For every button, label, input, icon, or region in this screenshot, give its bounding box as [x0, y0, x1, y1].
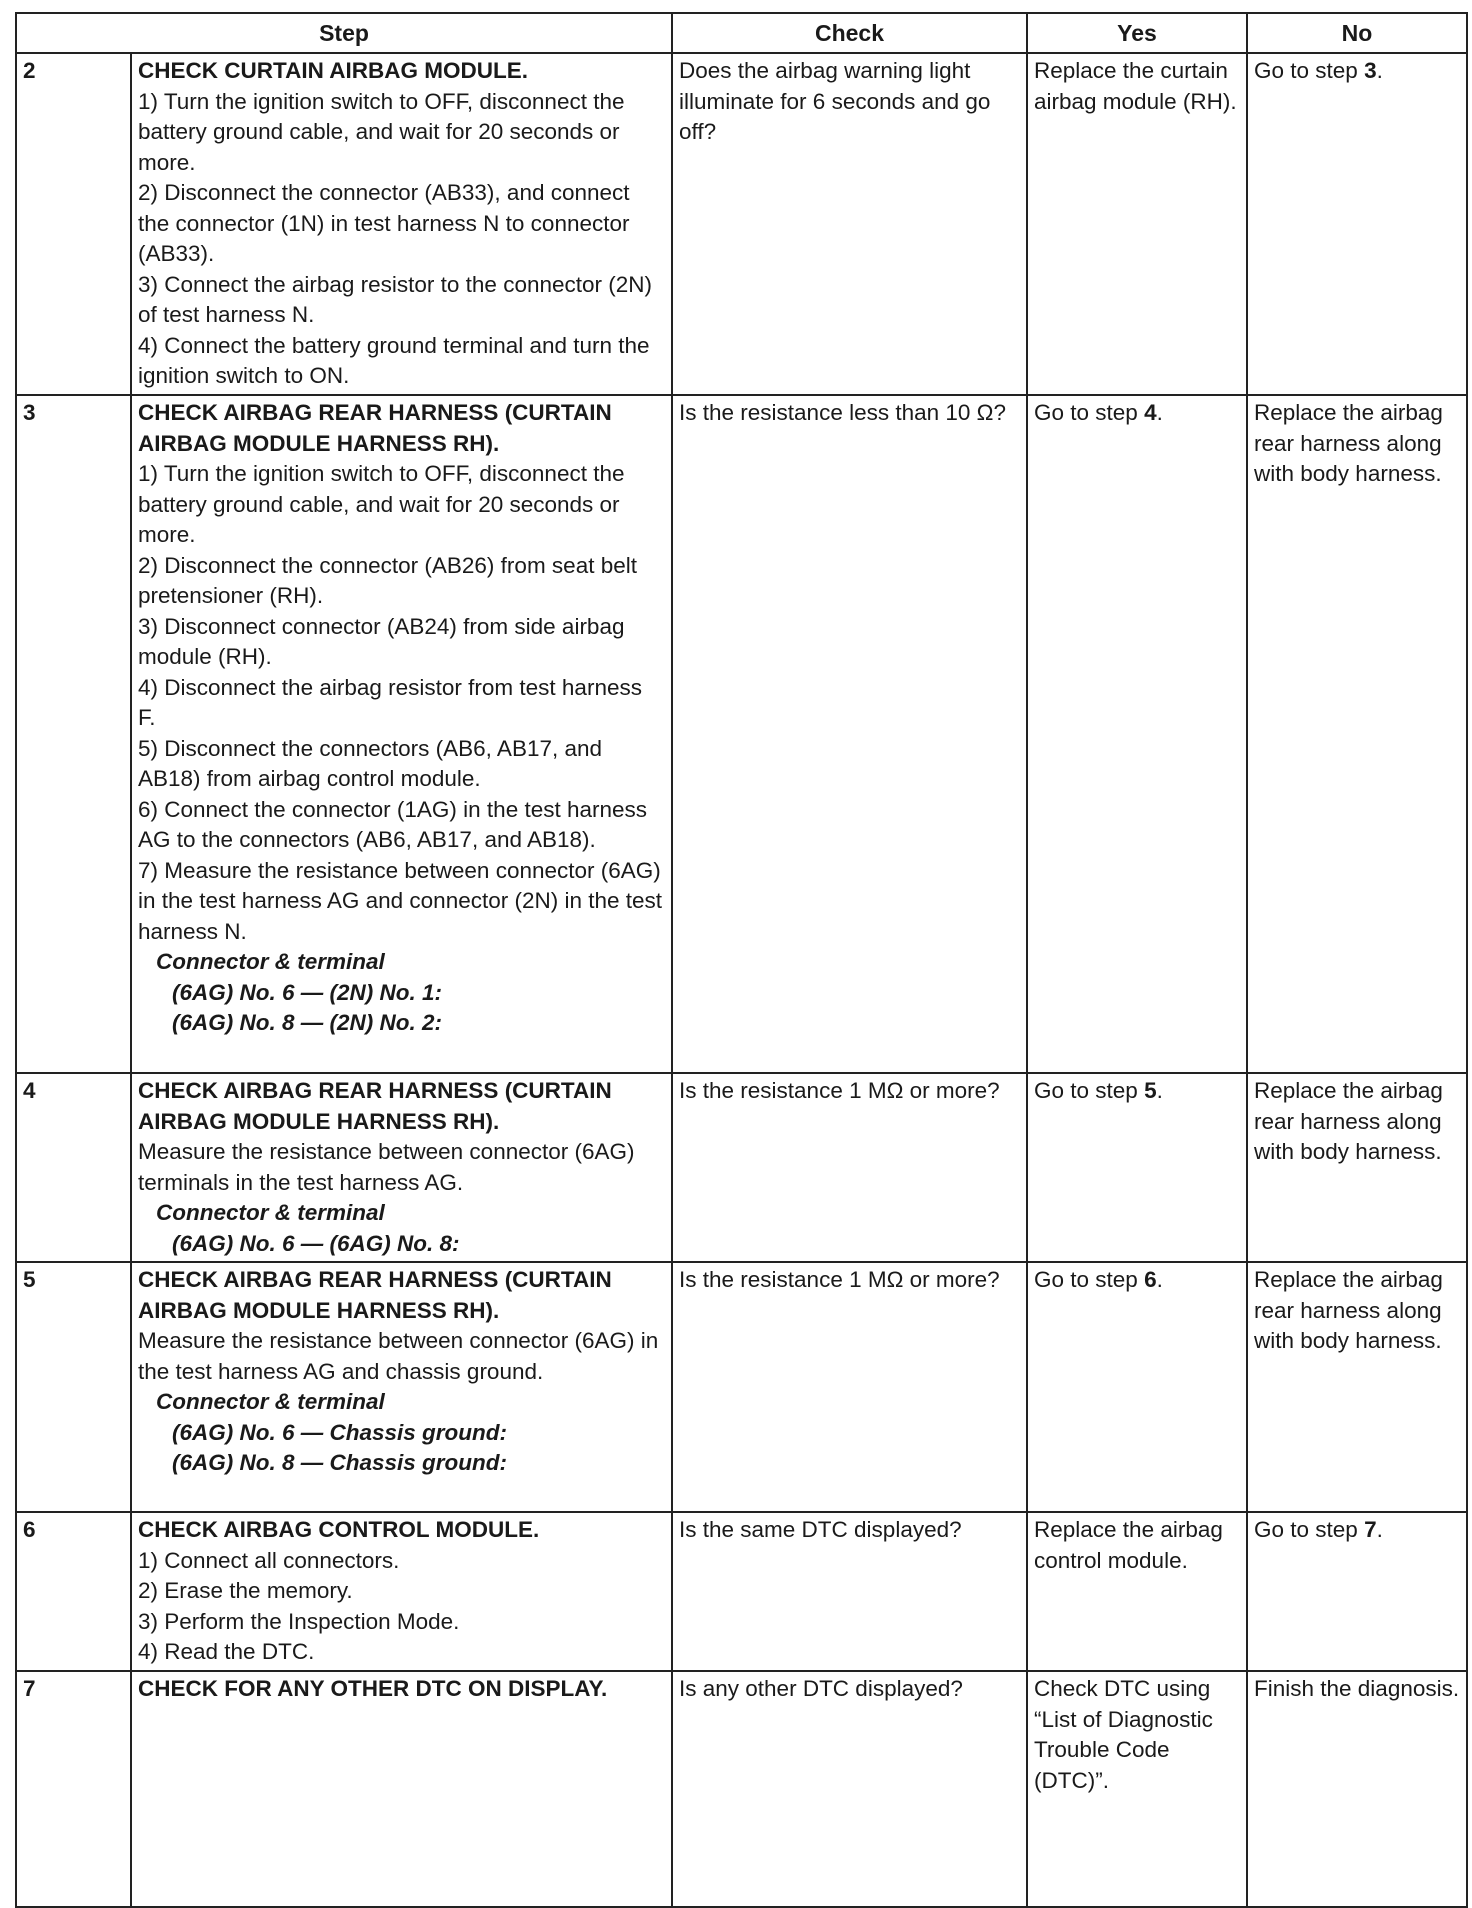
step-instruction: 4) Read the DTC.: [138, 1639, 315, 1664]
header-step: Step: [16, 13, 672, 53]
connector-terminal-item: (6AG) No. 6 — Chassis ground:: [172, 1419, 508, 1445]
yes-cell: [1027, 1073, 1247, 1262]
no-step-ref: 3: [1364, 58, 1377, 83]
no-text: Go to step: [1254, 1517, 1365, 1542]
yes-cell: [1027, 395, 1247, 1073]
no-cell: [1247, 1512, 1467, 1671]
connector-terminal-heading: Connector & terminal: [156, 1200, 385, 1225]
no-suffix: .: [1376, 1517, 1383, 1542]
no-cell: Replace the airbag rear harness along with body harness.: [1247, 1073, 1467, 1262]
step-number: 5: [16, 1262, 131, 1512]
step-description: [131, 395, 672, 1073]
step-title: CHECK FOR ANY OTHER DTC ON DISPLAY.: [138, 1676, 608, 1701]
yes-text: Go to step: [1034, 400, 1145, 425]
no-suffix: .: [1376, 58, 1383, 83]
step-instruction: 4) Connect the battery ground terminal and turn the ignition switch to ON.: [138, 332, 650, 388]
table-row: [16, 1671, 1467, 1907]
table-header-row: [16, 13, 1467, 53]
step-title: CHECK AIRBAG REAR HARNESS (CURTAIN AIRBAG MODULE HARNESS RH).: [138, 1267, 612, 1323]
connector-terminal-heading: Connector & terminal: [156, 1389, 385, 1414]
step-number: 7: [16, 1671, 131, 1907]
yes-text: Go to step: [1034, 1078, 1145, 1103]
step-instruction: 3) Perform the Inspection Mode.: [138, 1608, 460, 1634]
no-step-ref: 7: [1364, 1517, 1377, 1542]
check-cell: Is the resistance less than 10 Ω?: [672, 395, 1027, 1073]
step-description: [131, 1671, 672, 1907]
no-text: Go to step: [1254, 58, 1365, 83]
step-instruction: 1) Turn the ignition switch to OFF, disconnect the battery ground cable, and wait for 20 seconds or more.: [138, 88, 625, 175]
header-yes: Yes: [1027, 13, 1247, 53]
table-row: [16, 1262, 1467, 1512]
check-cell: Is the resistance 1 MΩ or more?: [672, 1073, 1027, 1262]
yes-step-ref: 6: [1144, 1267, 1157, 1292]
header-check: Check: [672, 13, 1027, 53]
table-row: [16, 1073, 1467, 1262]
step-title: CHECK AIRBAG CONTROL MODULE.: [138, 1517, 540, 1542]
step-instruction: Measure the resistance between connector (6AG) terminals in the test harness AG.: [138, 1139, 635, 1195]
step-instruction: 3) Connect the airbag resistor to the connector (2N) of test harness N.: [138, 271, 653, 327]
step-title: CHECK AIRBAG REAR HARNESS (CURTAIN AIRBAG MODULE HARNESS RH).: [138, 400, 612, 456]
step-instruction: 7) Measure the resistance between connector (6AG) in the test harness AG and connector (2N) in the test harness N.: [138, 857, 663, 944]
connector-terminal-item: (6AG) No. 8 — Chassis ground:: [172, 1450, 508, 1475]
yes-suffix: .: [1156, 1267, 1163, 1292]
step-instruction: 2) Erase the memory.: [138, 1578, 353, 1603]
step-instruction: 4) Disconnect the airbag resistor from test harness F.: [138, 674, 642, 730]
step-description: [131, 1262, 672, 1512]
no-cell: Replace the airbag rear harness along with body harness.: [1247, 1262, 1467, 1512]
check-cell: Does the airbag warning light illuminate for 6 seconds and go off?: [672, 53, 1027, 395]
connector-terminal-item: (6AG) No. 6 — (2N) No. 1:: [172, 979, 443, 1005]
yes-step-ref: 4: [1144, 400, 1157, 425]
yes-cell: [1027, 1262, 1247, 1512]
step-title: CHECK AIRBAG REAR HARNESS (CURTAIN AIRBAG MODULE HARNESS RH).: [138, 1078, 612, 1134]
step-number: 2: [16, 53, 131, 395]
connector-terminal-item: (6AG) No. 6 — (6AG) No. 8:: [172, 1230, 460, 1256]
yes-cell: Replace the curtain airbag module (RH).: [1027, 53, 1247, 395]
step-description: [131, 1512, 672, 1671]
yes-text: Go to step: [1034, 1267, 1145, 1292]
step-instruction: 2) Disconnect the connector (AB33), and connect the connector (1N) in test harness N to connector (AB33).: [138, 180, 630, 266]
table-row: [16, 395, 1467, 1073]
step-number: 3: [16, 395, 131, 1073]
diagnostic-procedure-table: [15, 12, 1468, 1908]
check-cell: Is the same DTC displayed?: [672, 1512, 1027, 1671]
yes-cell: Check DTC using “List of Diagnostic Trouble Code (DTC)”.: [1027, 1671, 1247, 1907]
step-instruction: Measure the resistance between connector (6AG) in the test harness AG and chassis ground.: [138, 1328, 659, 1384]
step-instruction: 3) Disconnect connector (AB24) from side airbag module (RH).: [138, 613, 625, 669]
connector-terminal-heading: Connector & terminal: [156, 949, 385, 974]
step-description: [131, 1073, 672, 1262]
header-no: No: [1247, 13, 1467, 53]
connector-terminal-item: (6AG) No. 8 — (2N) No. 2:: [172, 1010, 443, 1035]
no-cell: Replace the airbag rear harness along with body harness.: [1247, 395, 1467, 1073]
table-row: [16, 1512, 1467, 1671]
step-instruction: 1) Connect all connectors.: [138, 1547, 400, 1573]
step-number: 4: [16, 1073, 131, 1262]
check-cell: Is any other DTC displayed?: [672, 1671, 1027, 1907]
step-instruction: 5) Disconnect the connectors (AB6, AB17, and AB18) from airbag control module.: [138, 735, 603, 791]
yes-cell: Replace the airbag control module.: [1027, 1512, 1247, 1671]
yes-suffix: .: [1156, 400, 1163, 425]
table-row: [16, 53, 1467, 395]
step-instruction: 2) Disconnect the connector (AB26) from seat belt pretensioner (RH).: [138, 552, 637, 608]
step-instruction: 6) Connect the connector (1AG) in the test harness AG to the connectors (AB6, AB17, and AB18).: [138, 796, 648, 852]
step-instruction: 1) Turn the ignition switch to OFF, disconnect the battery ground cable, and wait for 20 seconds or more.: [138, 461, 625, 547]
yes-step-ref: 5: [1144, 1078, 1157, 1103]
step-description: [131, 53, 672, 395]
check-cell: Is the resistance 1 MΩ or more?: [672, 1262, 1027, 1512]
yes-suffix: .: [1156, 1078, 1163, 1103]
step-title: CHECK CURTAIN AIRBAG MODULE.: [138, 58, 528, 83]
no-cell: Finish the diagnosis.: [1247, 1671, 1467, 1907]
no-cell: [1247, 53, 1467, 395]
step-number: 6: [16, 1512, 131, 1671]
